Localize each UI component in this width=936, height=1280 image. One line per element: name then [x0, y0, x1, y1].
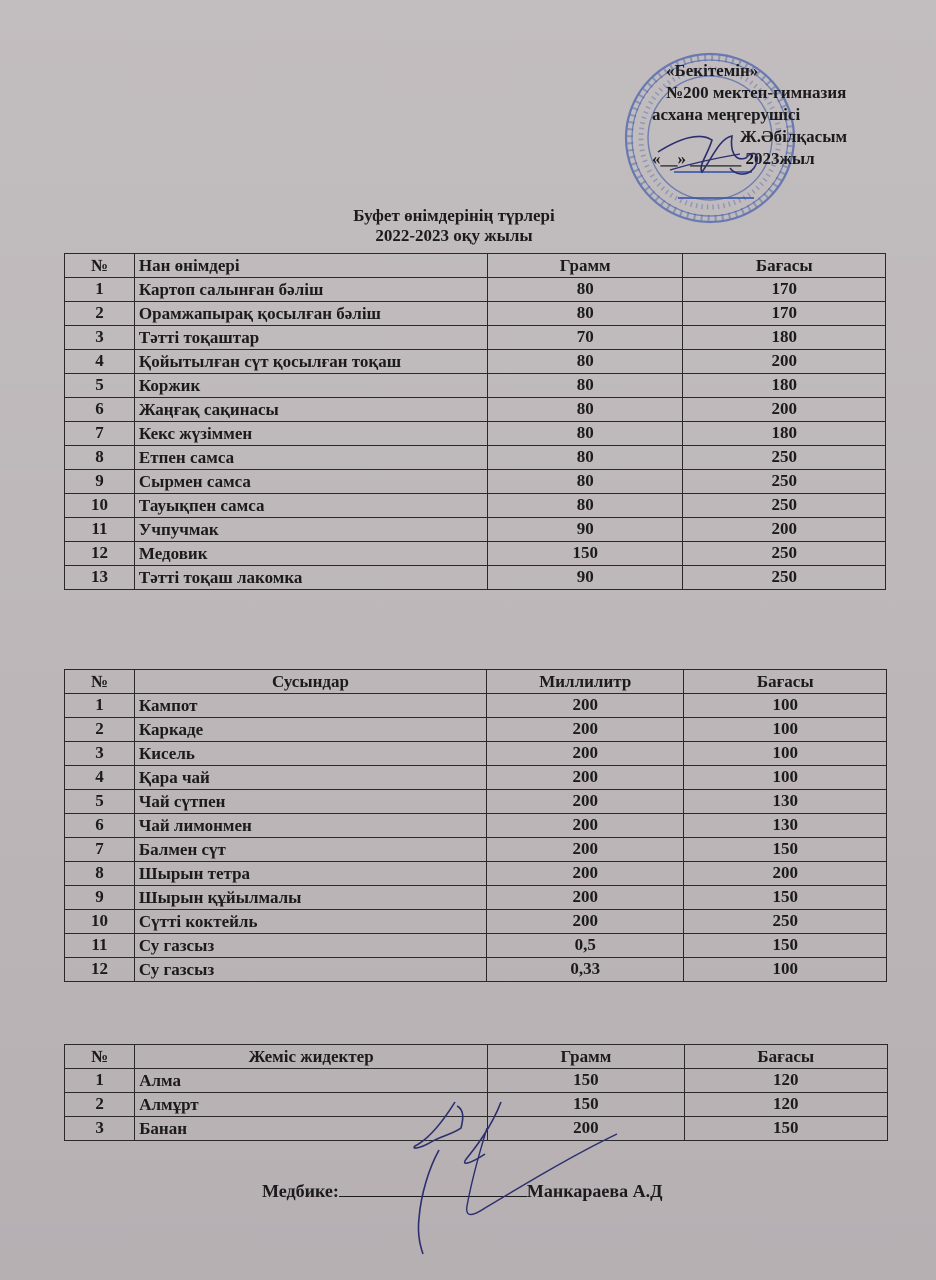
table-row — [65, 910, 887, 934]
approval-line-2: №200 мектеп-гимназия — [666, 83, 847, 102]
approval-block — [652, 60, 932, 170]
header-price: Бағасы — [684, 670, 887, 694]
table-row — [65, 326, 886, 350]
table-row — [65, 470, 886, 494]
item-quantity: 150 — [487, 542, 683, 566]
signer-name: Манкараева А.Д — [526, 1181, 663, 1201]
table-row — [65, 398, 886, 422]
item-name: Медовик — [134, 542, 487, 566]
approval-line-5: «__» ______ 2023жыл — [652, 149, 815, 168]
table-row — [65, 374, 886, 398]
item-quantity: 200 — [487, 910, 684, 934]
item-quantity: 200 — [487, 766, 684, 790]
row-number: 7 — [65, 422, 135, 446]
header-name: Нан өнімдері — [134, 254, 487, 278]
table-row — [65, 718, 887, 742]
table-row — [65, 542, 886, 566]
row-number: 10 — [65, 494, 135, 518]
row-number: 11 — [65, 934, 135, 958]
table-row — [65, 934, 887, 958]
item-price: 200 — [683, 398, 886, 422]
item-name: Картоп салынған бәліш — [134, 278, 487, 302]
header-name: Жеміс жидектер — [135, 1045, 488, 1069]
item-price: 200 — [683, 518, 886, 542]
item-quantity: 200 — [487, 718, 684, 742]
header-name: Сусындар — [134, 670, 486, 694]
row-number: 9 — [65, 470, 135, 494]
item-name: Банан — [135, 1117, 488, 1141]
item-quantity: 80 — [487, 470, 683, 494]
row-number: 1 — [65, 278, 135, 302]
row-number: 9 — [65, 886, 135, 910]
item-price: 100 — [684, 958, 887, 982]
item-name: Шырын құйылмалы — [134, 886, 486, 910]
table-row — [65, 350, 886, 374]
item-quantity: 150 — [488, 1093, 684, 1117]
bakery-products-table — [64, 253, 886, 590]
item-price: 130 — [684, 790, 887, 814]
table-row — [65, 958, 887, 982]
item-price: 150 — [684, 838, 887, 862]
item-quantity: 80 — [487, 350, 683, 374]
item-quantity: 90 — [487, 518, 683, 542]
item-price: 170 — [683, 278, 886, 302]
row-number: 11 — [65, 518, 135, 542]
table-row — [65, 278, 886, 302]
item-name: Кисель — [134, 742, 486, 766]
item-price: 180 — [683, 326, 886, 350]
item-quantity: 150 — [488, 1069, 684, 1093]
item-price: 250 — [683, 446, 886, 470]
row-number: 2 — [65, 718, 135, 742]
item-quantity: 200 — [487, 742, 684, 766]
table-row — [65, 302, 886, 326]
item-name: Су газсыз — [134, 934, 486, 958]
item-name: Чай лимонмен — [134, 814, 486, 838]
row-number: 8 — [65, 862, 135, 886]
item-name: Алма — [135, 1069, 488, 1093]
row-number: 4 — [65, 350, 135, 374]
row-number: 12 — [65, 958, 135, 982]
table-row — [65, 790, 887, 814]
item-name: Тәтті тоқаш лакомка — [134, 566, 487, 590]
item-price: 250 — [683, 470, 886, 494]
table-header-row — [65, 1045, 888, 1069]
row-number: 1 — [65, 694, 135, 718]
table-row — [65, 814, 887, 838]
item-quantity: 200 — [487, 862, 684, 886]
approval-line-1: «Бекітемін» — [666, 61, 759, 80]
item-quantity: 200 — [487, 790, 684, 814]
table-header-row — [65, 670, 887, 694]
item-name: Алмұрт — [135, 1093, 488, 1117]
row-number: 12 — [65, 542, 135, 566]
row-number: 1 — [65, 1069, 135, 1093]
item-price: 200 — [683, 350, 886, 374]
table-row — [65, 518, 886, 542]
item-name: Су газсыз — [134, 958, 486, 982]
item-price: 170 — [683, 302, 886, 326]
fruits-table — [64, 1044, 888, 1141]
header-number: № — [65, 670, 135, 694]
item-price: 120 — [684, 1069, 887, 1093]
item-quantity: 0,5 — [487, 934, 684, 958]
approval-line-4: Ж.Әбілқасым — [740, 127, 848, 146]
item-name: Кекс жүзіммен — [134, 422, 487, 446]
row-number: 2 — [65, 302, 135, 326]
header-price: Бағасы — [684, 1045, 887, 1069]
row-number: 13 — [65, 566, 135, 590]
item-price: 120 — [684, 1093, 887, 1117]
item-price: 100 — [684, 766, 887, 790]
item-quantity: 80 — [487, 446, 683, 470]
table-row — [65, 766, 887, 790]
header-number: № — [65, 254, 135, 278]
item-quantity: 80 — [487, 494, 683, 518]
item-price: 250 — [683, 566, 886, 590]
item-name: Тәтті тоқаштар — [134, 326, 487, 350]
row-number: 7 — [65, 838, 135, 862]
item-quantity: 70 — [487, 326, 683, 350]
row-number: 8 — [65, 446, 135, 470]
header-quantity: Грамм — [487, 254, 683, 278]
item-quantity: 200 — [487, 694, 684, 718]
item-name: Жаңғақ сақинасы — [134, 398, 487, 422]
table-row — [65, 1093, 888, 1117]
approval-line-3: асхана меңгерушісі — [652, 105, 801, 124]
row-number: 3 — [65, 326, 135, 350]
item-quantity: 200 — [487, 814, 684, 838]
item-price: 180 — [683, 374, 886, 398]
item-quantity: 80 — [487, 398, 683, 422]
item-name: Шырын тетра — [134, 862, 486, 886]
item-name: Тауықпен самса — [134, 494, 487, 518]
item-name: Каркаде — [134, 718, 486, 742]
item-price: 250 — [683, 494, 886, 518]
header-price: Бағасы — [683, 254, 886, 278]
item-quantity: 0,33 — [487, 958, 684, 982]
item-quantity: 90 — [487, 566, 683, 590]
table-row — [65, 694, 887, 718]
item-name: Орамжапырақ қосылған бәліш — [134, 302, 487, 326]
header-quantity: Грамм — [488, 1045, 684, 1069]
item-name: Сүтті коктейль — [134, 910, 486, 934]
table-row — [65, 566, 886, 590]
item-quantity: 200 — [487, 838, 684, 862]
row-number: 3 — [65, 1117, 135, 1141]
item-quantity: 80 — [487, 278, 683, 302]
item-price: 180 — [683, 422, 886, 446]
table-row — [65, 838, 887, 862]
item-price: 250 — [683, 542, 886, 566]
item-name: Балмен сүт — [134, 838, 486, 862]
item-quantity: 80 — [487, 302, 683, 326]
item-name: Сырмен самса — [134, 470, 487, 494]
row-number: 5 — [65, 374, 135, 398]
role-label: Медбике: — [262, 1181, 339, 1201]
header-quantity: Миллилитр — [487, 670, 684, 694]
row-number: 6 — [65, 814, 135, 838]
table-row — [65, 1069, 888, 1093]
item-price: 100 — [684, 742, 887, 766]
item-name: Қойытылған сүт қосылған тоқаш — [134, 350, 487, 374]
item-price: 100 — [684, 718, 887, 742]
item-price: 100 — [684, 694, 887, 718]
table-row — [65, 886, 887, 910]
table-row — [65, 1117, 888, 1141]
document-title: Буфет өнімдерінің түрлері — [353, 206, 555, 225]
row-number: 2 — [65, 1093, 135, 1117]
item-quantity: 80 — [487, 374, 683, 398]
drinks-table — [64, 669, 887, 982]
item-name: Учпучмак — [134, 518, 487, 542]
nurse-signature-line — [262, 1178, 662, 1202]
item-quantity: 80 — [487, 422, 683, 446]
item-name: Чай сүтпен — [134, 790, 486, 814]
table-row — [65, 422, 886, 446]
item-name: Кампот — [134, 694, 486, 718]
row-number: 10 — [65, 910, 135, 934]
item-name: Қара чай — [134, 766, 486, 790]
table-row — [65, 742, 887, 766]
document-subtitle: 2022-2023 оқу жылы — [375, 226, 533, 245]
table-row — [65, 446, 886, 470]
item-name: Етпен самса — [134, 446, 487, 470]
row-number: 5 — [65, 790, 135, 814]
item-quantity: 200 — [488, 1117, 684, 1141]
table-row — [65, 862, 887, 886]
item-price: 130 — [684, 814, 887, 838]
item-price: 250 — [684, 910, 887, 934]
item-price: 150 — [684, 1117, 887, 1141]
row-number: 6 — [65, 398, 135, 422]
item-price: 200 — [684, 862, 887, 886]
item-quantity: 200 — [487, 886, 684, 910]
row-number: 4 — [65, 766, 135, 790]
item-name: Коржик — [134, 374, 487, 398]
signature-blank — [339, 1178, 527, 1197]
item-price: 150 — [684, 934, 887, 958]
item-price: 150 — [684, 886, 887, 910]
table-row — [65, 494, 886, 518]
header-number: № — [65, 1045, 135, 1069]
table-header-row — [65, 254, 886, 278]
row-number: 3 — [65, 742, 135, 766]
